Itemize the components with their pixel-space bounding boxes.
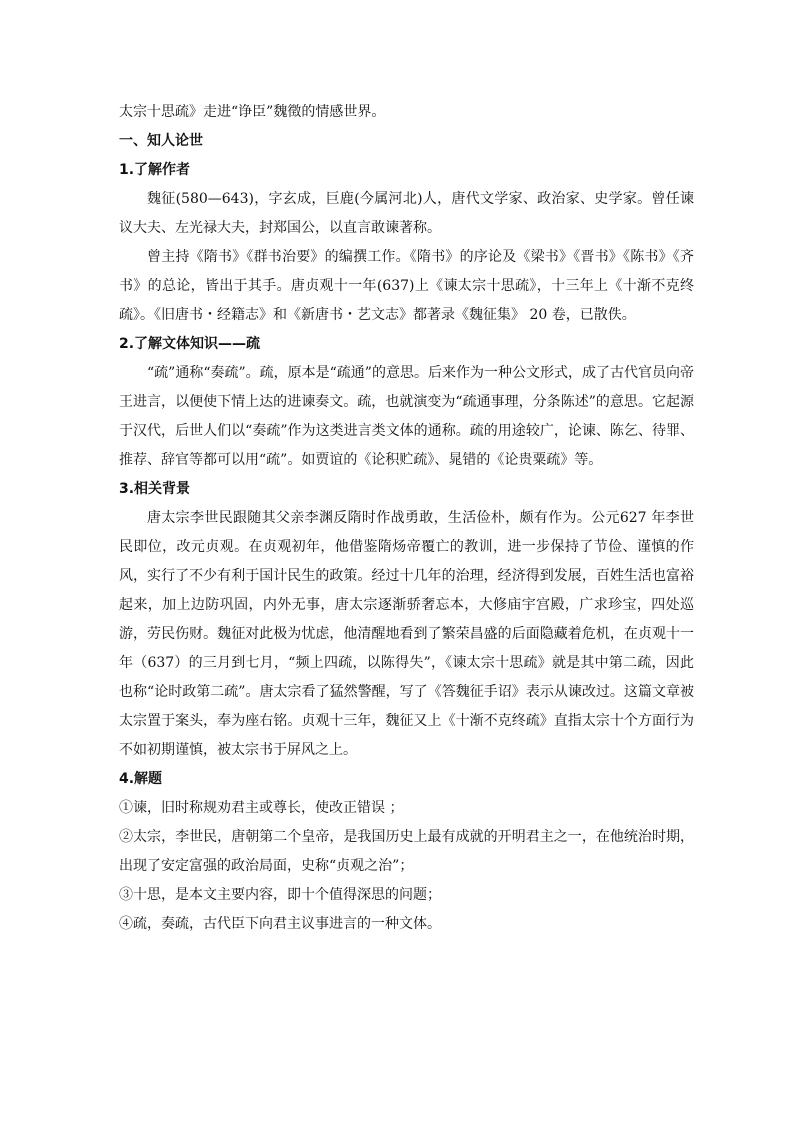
explanation-item-1: ①谏，旧时称规劝君主或尊长，使改正错误 ； [119,800,404,816]
explanation-item-3: ③十思，是本文主要内容，即十个值得深思的问题； [119,887,441,903]
explanation-item-2: ②太宗，李世民，唐朝第二个皇帝，是我国历史上最有成就的开明君主之一，在他统治时期，出现了安定富强的政治局面，史称“贞观之治”； [119,829,694,874]
author-paragraph-2: 曾主持《隋书》《群书治要》的编撰工作。《隋书》的序论及《梁书》《晋书》《陈书》《齐书》的总论，皆出于其手。唐贞观十一年(637)上《谏太宗十思疏》，十三年上《十渐不克终疏》。《旧唐书・经籍志》和《新唐书・艺文志》都著录《魏征集》 20 卷，已散佚。 [119,249,694,323]
subsection-title-genre: 2.了解文体知识——疏 [119,336,261,352]
genre-paragraph: “疏”通称“奏疏”。疏，原本是“疏通”的意思。后来作为一种公文形式，成了古代官员向帝王进言，以便使下情上达的进谏奏文。疏，也就演变为“疏通事理，分条陈述”的意思。它起源于汉代，后世人们以“奏疏”作为这类进言类文体的通称。疏的用途较广，论谏、陈乞、待罪、推荐、辞官等都可以用“疏”。如贾谊的《论积贮疏》、晁错的《论贵粟疏》等。 [119,365,694,468]
section-title: 一、知人论世 [119,133,203,149]
subsection-title-author: 1.了解作者 [119,162,191,178]
intro-line: 太宗十思疏》走进“诤臣”魏徵的情感世界。 [119,104,386,120]
background-paragraph: 唐太宗李世民跟随其父亲李渊反隋时作战勇敢，生活俭朴，颇有作为。公元627 年李世民即位，改元贞观。在贞观初年，他借鉴隋炀帝覆亡的教训，进一步保持了节俭、谨慎的作风，实行了不少有利于国计民生的政策。经过十几年的治理，经济得到发展，百姓生活也富裕起来，加上边防巩固，内外无事，唐太宗逐渐骄奢忘本，大修庙宇宫殿，广求珍宝，四处巡游，劳民伤财。魏征对此极为忧虑，他清醒地看到了繁荣昌盛的后面隐藏着危机，在贞观十一年（637）的三月到七月，“频上四疏，以陈得失”，《谏太宗十思疏》就是其中第二疏，因此也称“论时政第二疏”。唐太宗看了猛然警醒，写了《答魏征手诏》表示从谏改过。这篇文章被太宗置于案头，奉为座右铭。贞观十三年，魏征又上《十渐不克终疏》直指太宗十个方面行为不如初期谨慎，被太宗书于屏风之上。 [119,510,694,758]
author-paragraph-1: 魏征(580—643)，字玄成，巨鹿(今属河北)人，唐代文学家、政治家、史学家。曾任谏议大夫、左光禄大夫，封郑国公，以直言敢谏著称。 [119,191,694,236]
subsection-title-explanation: 4.解题 [119,771,163,787]
subsection-title-background: 3.相关背景 [119,481,191,497]
explanation-item-4: ④疏，奏疏，古代臣下向君主议事进言的一种文体。 [119,916,441,932]
